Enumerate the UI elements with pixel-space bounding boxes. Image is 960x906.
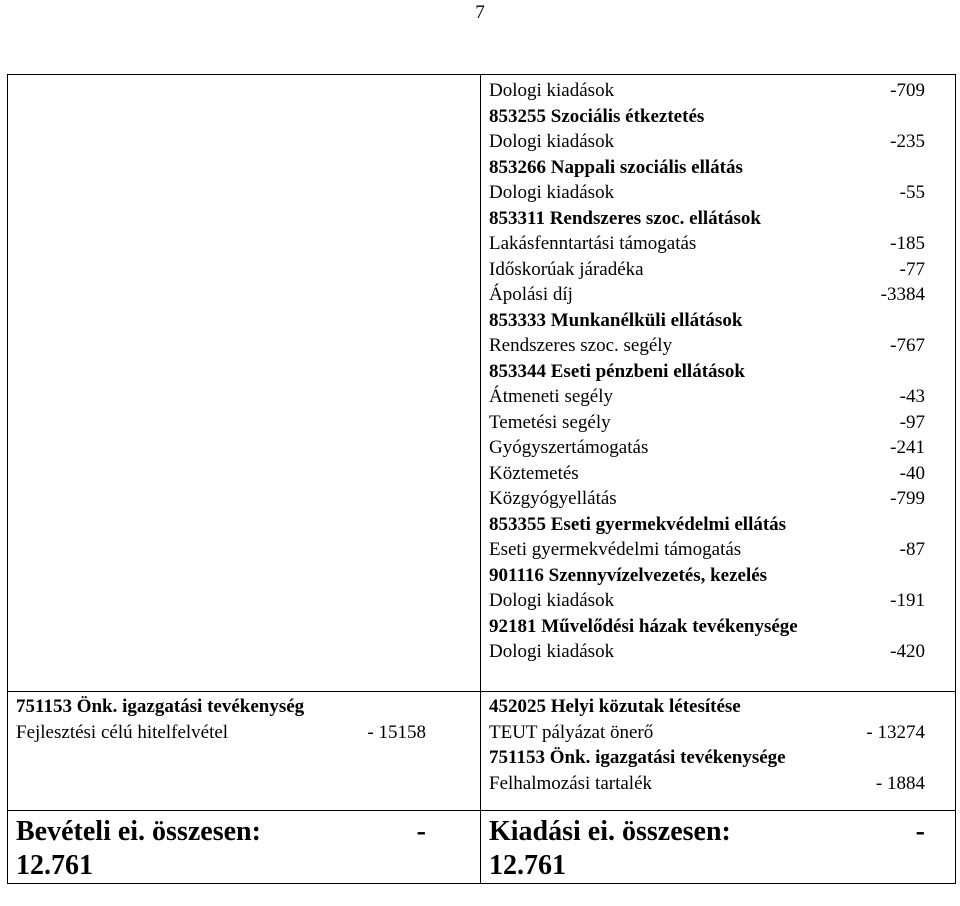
line-item — [16, 720, 426, 746]
line-item — [489, 257, 925, 283]
line-item — [489, 333, 925, 359]
section-header — [489, 206, 925, 232]
mid-left-cell — [8, 692, 481, 811]
line-value: -191 — [890, 590, 925, 611]
section-header — [489, 614, 925, 640]
line-item — [489, 537, 925, 563]
line-label: Rendszeres szoc. segély — [489, 335, 673, 356]
table-row-middle — [8, 692, 956, 811]
line-item — [489, 180, 925, 206]
line-item — [489, 771, 925, 797]
section-header — [489, 563, 925, 589]
section-header — [16, 694, 426, 720]
expense-line-list — [481, 75, 955, 665]
line-label: 853344 Eseti pénzbeni ellátások — [489, 360, 745, 382]
line-label: Felhalmozási tartalék — [489, 772, 653, 794]
revenue-total-label: Bevételi ei. összesen: — [16, 816, 261, 847]
revenue-line-list — [8, 692, 480, 745]
line-value: -709 — [890, 80, 925, 101]
table-row-totals — [8, 811, 956, 884]
capital-expense-line-list — [481, 692, 955, 796]
line-label: Dologi kiadások — [489, 80, 615, 101]
line-label: Fejlesztési célú hitelfelvétel — [16, 721, 229, 743]
line-label: 92181 Művelődési házak tevékenysége — [489, 615, 798, 637]
section-header — [489, 308, 925, 334]
line-value: -97 — [899, 411, 925, 433]
line-item — [489, 282, 925, 308]
mid-right-cell — [481, 692, 956, 811]
line-label: Dologi kiadások — [489, 182, 615, 203]
line-value: -420 — [890, 641, 925, 662]
line-label: Köztemetés — [489, 462, 579, 484]
expense-total-dash: - — [915, 816, 925, 847]
line-label: 751153 Önk. igazgatási tevékenység — [16, 696, 305, 717]
line-label: TEUT pályázat önerő — [489, 721, 654, 743]
line-value: -40 — [899, 462, 925, 484]
line-item — [489, 588, 925, 614]
line-label: Dologi kiadások — [489, 590, 615, 611]
revenue-total-cell — [8, 811, 481, 884]
line-value: -77 — [899, 258, 925, 280]
section-header — [489, 512, 925, 538]
line-value: -43 — [899, 386, 925, 407]
top-right-cell — [481, 75, 956, 692]
line-label: Dologi kiadások — [489, 131, 615, 152]
revenue-total — [8, 811, 480, 883]
line-label: Átmeneti segély — [489, 386, 613, 407]
line-label: 751153 Önk. igazgatási tevékenysége — [489, 747, 786, 768]
line-label: 853333 Munkanélküli ellátások — [489, 309, 743, 331]
line-label: 853266 Nappali szociális ellátás — [489, 156, 743, 178]
line-label: Temetési segély — [489, 411, 611, 433]
line-item — [489, 461, 925, 487]
line-item — [489, 129, 925, 155]
expense-total — [481, 811, 955, 883]
line-label: Gyógyszertámogatás — [489, 437, 649, 458]
line-item — [489, 410, 925, 436]
line-label: 853355 Eseti gyermekvédelmi ellátás — [489, 513, 787, 535]
line-label: Lakásfenntartási támogatás — [489, 233, 697, 254]
page-number: 7 — [475, 2, 485, 23]
line-item — [489, 231, 925, 257]
line-item — [489, 486, 925, 512]
revenue-total-value: 12.761 — [16, 850, 93, 881]
top-left-cell-empty — [8, 75, 481, 692]
budget-table — [7, 74, 956, 884]
line-label: 853255 Szociális étkeztetés — [489, 105, 705, 127]
line-value: - 15158 — [367, 721, 426, 743]
line-value: -3384 — [880, 284, 925, 305]
line-value: -235 — [890, 131, 925, 152]
line-item — [489, 435, 925, 461]
line-value: -799 — [890, 488, 925, 509]
line-value: -87 — [899, 539, 925, 560]
section-header — [489, 745, 925, 771]
line-item — [489, 78, 925, 104]
line-value: -55 — [899, 182, 925, 203]
line-item — [489, 384, 925, 410]
section-header — [489, 359, 925, 385]
line-item — [489, 720, 925, 746]
revenue-total-dash: - — [416, 816, 426, 847]
line-label: Időskorúak járadéka — [489, 258, 644, 280]
table-row-top — [8, 75, 956, 692]
line-value: - 1884 — [875, 772, 925, 794]
line-label: 901116 Szennyvízelvezetés, kezelés — [489, 564, 768, 586]
line-item — [489, 639, 925, 665]
section-header — [489, 694, 925, 720]
line-label: Eseti gyermekvédelmi támogatás — [489, 539, 742, 560]
line-value: - 13274 — [866, 721, 925, 743]
line-label: Dologi kiadások — [489, 641, 615, 662]
line-value: -241 — [890, 437, 925, 458]
expense-total-value: 12.761 — [489, 850, 566, 881]
line-label: 452025 Helyi közutak létesítése — [489, 696, 741, 717]
expense-total-cell — [481, 811, 956, 884]
expense-total-label: Kiadási ei. összesen: — [489, 816, 731, 847]
line-label: 853311 Rendszeres szoc. ellátások — [489, 207, 761, 229]
line-label: Ápolási díj — [489, 284, 573, 305]
line-value: -185 — [890, 233, 925, 254]
section-header — [489, 104, 925, 130]
line-value: -767 — [890, 335, 925, 356]
line-label: Közgyógyellátás — [489, 488, 617, 509]
section-header — [489, 155, 925, 181]
